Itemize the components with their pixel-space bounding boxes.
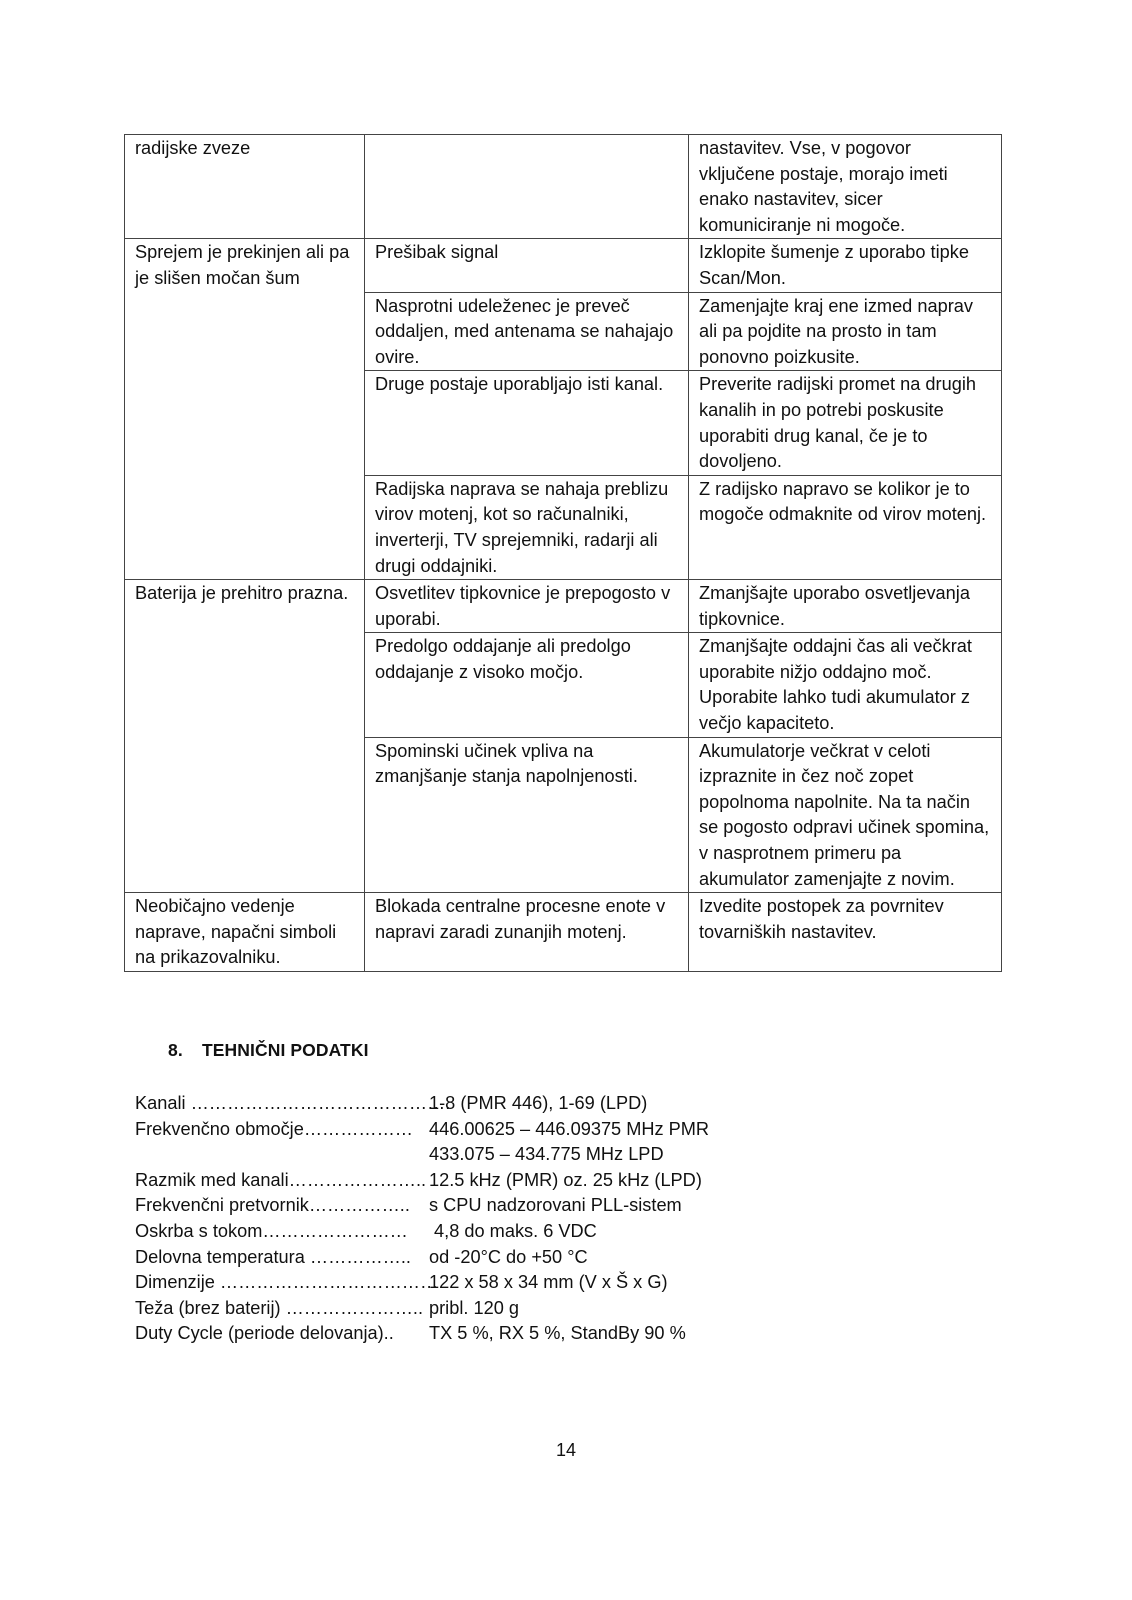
remedy-cell: Preverite radijski promet na drugih kanalih in po potrebi poskusite uporabiti drug kanal, če je to dovoljeno. — [689, 371, 1002, 475]
spec-label: Teža (brez baterij) ………………….. — [135, 1297, 424, 1318]
spec-value: 4,8 do maks. 6 VDC — [429, 1220, 597, 1241]
problem-cell: Baterija je prehitro prazna. — [125, 580, 365, 893]
spec-value: TX 5 %, RX 5 %, StandBy 90 % — [429, 1323, 686, 1344]
remedy-cell: Izvedite postopek za povrnitev tovarniških nastavitev. — [689, 893, 1002, 972]
spec-value: od -20°C do +50 °C — [429, 1246, 588, 1267]
spec-value: s CPU nadzorovani PLL-sistem — [429, 1195, 682, 1216]
page-number: 14 — [555, 1440, 577, 1460]
cause-cell: Nasprotni udeleženec je preveč oddaljen, med antenama se nahajajo ovire. — [365, 292, 689, 371]
spec-value: 122 x 58 x 34 mm (V x Š x G) — [429, 1272, 668, 1293]
spec-value: 1-8 (PMR 446), 1-69 (LPD) — [429, 1093, 648, 1113]
table-row — [125, 580, 1002, 633]
spec-label: Dimenzije ……………………………… — [135, 1272, 439, 1293]
problem-cell: Neobičajno vedenje naprave, napačni simboli na prikazovalniku. — [125, 893, 365, 972]
cause-cell: Radijska naprava se nahaja preblizu virov motenj, kot so računalniki, inverterji, TV sprejemniki, radarji ali drugi oddajniki. — [365, 475, 689, 579]
cause-cell: Prešibak signal — [365, 239, 689, 292]
section-heading — [168, 1040, 369, 1061]
spec-label: Frekvenčni pretvornik…………….. — [135, 1195, 410, 1216]
spec-label: Frekvenčno območje……………… — [135, 1118, 413, 1139]
remedy-cell: Akumulatorje večkrat v celoti izpraznite in čez noč zopet popolnoma napolnite. Na ta način se pogosto odpravi učinek spomina, v nasprotnem primeru pa akumulator zamenjajte z novim. — [689, 737, 1002, 893]
table-row — [125, 135, 1002, 239]
spec-label: Oskrba s tokom…………………… — [135, 1220, 408, 1241]
remedy-cell: nastavitev. Vse, v pogovor vključene postaje, morajo imeti enako nastavitev, sicer komuniciranje ni mogoče. — [689, 135, 1002, 239]
cause-cell: Osvetlitev tipkovnice je prepogosto v uporabi. — [365, 580, 689, 633]
remedy-cell: Zmanjšajte uporabo osvetljevanja tipkovnice. — [689, 580, 1002, 633]
remedy-cell: Zmanjšajte oddajni čas ali večkrat uporabite nižjo oddajno moč. Uporabite lahko tudi akumulator z večjo kapaciteto. — [689, 633, 1002, 737]
cause-cell: Druge postaje uporabljajo isti kanal. — [365, 371, 689, 475]
spec-label: Duty Cycle (periode delovanja).. — [135, 1323, 394, 1344]
spec-value: pribl. 120 g — [429, 1297, 519, 1318]
remedy-cell: Izklopite šumenje z uporabo tipke Scan/Mon. — [689, 239, 1002, 292]
problem-cell: Sprejem je prekinjen ali pa je slišen močan šum — [125, 239, 365, 580]
table-row — [125, 893, 1002, 972]
spec-label: Delovna temperatura …………….. — [135, 1246, 411, 1267]
section-title: TEHNIČNI PODATKI — [202, 1040, 369, 1060]
cause-cell: Blokada centralne procesne enote v napravi zaradi zunanjih motenj. — [365, 893, 689, 972]
spec-label: Razmik med kanali………………….. — [135, 1169, 427, 1190]
table-row — [125, 239, 1002, 292]
cause-cell: Predolgo oddajanje ali predolgo oddajanje z visoko močjo. — [365, 633, 689, 737]
remedy-cell: Zamenjajte kraj ene izmed naprav ali pa pojdite na prosto in tam ponovno poizkusite. — [689, 292, 1002, 371]
spec-label: Kanali ……………………………………. — [135, 1093, 451, 1113]
cause-cell: Spominski učinek vpliva na zmanjšanje stanja napolnjenosti. — [365, 737, 689, 893]
cause-cell — [365, 135, 689, 239]
remedy-cell: Z radijsko napravo se kolikor je to mogoče odmaknite od virov motenj. — [689, 475, 1002, 579]
spec-value: 12.5 kHz (PMR) oz. 25 kHz (LPD) — [429, 1169, 702, 1190]
troubleshooting-table — [124, 134, 1002, 972]
spec-value: 433.075 – 434.775 MHz LPD — [429, 1144, 664, 1165]
section-number: 8. — [168, 1040, 183, 1060]
problem-cell: radijske zveze — [125, 135, 365, 239]
spec-value: 446.00625 – 446.09375 MHz PMR — [429, 1118, 710, 1139]
